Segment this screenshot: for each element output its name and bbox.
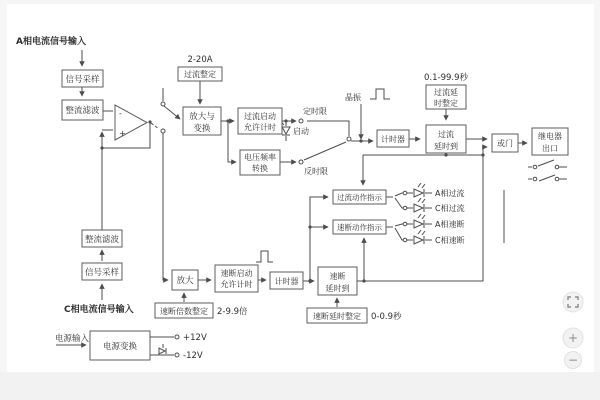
svg-text:速断倍数整定: 速断倍数整定: [160, 307, 208, 316]
page-bottom-strip: [0, 372, 600, 400]
svg-text:变换: 变换: [193, 124, 211, 134]
svg-text:时整定: 时整定: [434, 99, 458, 108]
zoom-in-icon: +: [567, 331, 579, 345]
block-signal-sampling-a: [62, 70, 103, 87]
diagram-canvas: [7, 4, 594, 372]
svg-text:或门: 或门: [497, 139, 513, 148]
svg-text:转换: 转换: [252, 164, 268, 173]
svg-text:整流滤波: 整流滤波: [84, 235, 120, 245]
spare-contact: [161, 129, 165, 133]
svg-text:速断启动: 速断启动: [220, 269, 253, 278]
svg-text:整流滤波: 整流滤波: [65, 106, 100, 116]
opamp-minus-label: -: [119, 109, 122, 118]
block-timer-top: [377, 130, 409, 147]
svg-text:信号采样: 信号采样: [65, 75, 100, 85]
block-amp-transform: [183, 107, 221, 135]
block-amp-c: [172, 270, 198, 290]
block-qb-action-indicator: [333, 220, 386, 234]
oc-setting-range-label: 2-20A: [187, 55, 213, 65]
phase-c-input-label: C相电流信号输入: [64, 305, 134, 315]
svg-text:过流整定: 过流整定: [184, 70, 216, 79]
block-qb-delay-setting: [307, 308, 367, 323]
viewer-controls: [563, 292, 583, 369]
block-qb-multiple-setting: [155, 303, 213, 318]
plus-12v-label: +12V: [183, 333, 207, 343]
opamp-plus-label: +: [119, 129, 126, 138]
block-or-gate: [492, 134, 518, 152]
svg-text:速断延时整定: 速断延时整定: [313, 312, 361, 321]
block-power-convert: [90, 331, 150, 360]
block-timer-bottom: [270, 272, 303, 289]
svg-text:允许计时: 允许计时: [220, 280, 253, 289]
svg-text:放大与: 放大与: [189, 112, 215, 122]
block-vf-convert: [240, 150, 280, 175]
block-oc-delay-reached: [426, 125, 466, 153]
svg-text:过流: 过流: [438, 130, 454, 139]
block-oc-setting: [178, 67, 222, 81]
qb-delay-range-label: 0-0.9秒: [371, 312, 402, 322]
svg-text:允许计时: 允许计时: [244, 123, 276, 132]
svg-text:继电器: 继电器: [538, 132, 562, 141]
svg-text:放大: 放大: [176, 276, 194, 286]
svg-text:电压频率: 电压频率: [244, 153, 276, 162]
fullscreen-button[interactable]: [563, 292, 583, 312]
block-oc-action-indicator: [333, 190, 386, 204]
led-c-overcurrent-label: C相过流: [435, 204, 465, 213]
block-rectifier-filter-a: [62, 100, 103, 120]
led-a-overcurrent-label: A相过流: [435, 189, 465, 198]
inverse-time-label: 反时限: [304, 167, 328, 176]
block-signal-sampling-c: [82, 263, 122, 280]
phase-a-input-label: A相电流信号输入: [16, 37, 86, 47]
led-a-quickbreak-label: A相速断: [435, 220, 465, 229]
svg-text:计时器: 计时器: [381, 135, 405, 144]
svg-text:过流动作指示: 过流动作指示: [337, 193, 382, 202]
svg-text:过流延: 过流延: [434, 88, 458, 97]
svg-text:出口: 出口: [542, 144, 558, 153]
svg-text:速断动作指示: 速断动作指示: [337, 223, 382, 232]
power-input-label: 电源输入: [55, 334, 90, 344]
svg-text:延时到: 延时到: [325, 284, 350, 293]
definite-time-label: 定时限: [303, 107, 327, 116]
block-oc-start-timing: [238, 108, 282, 134]
oc-delay-range-label: 0.1-99.9秒: [423, 73, 469, 83]
svg-text:过流启动: 过流启动: [244, 112, 276, 121]
qb-multiple-range-label: 2-9.9倍: [217, 307, 248, 317]
svg-text:计时器: 计时器: [274, 277, 299, 286]
block-oc-delay-setting: [426, 85, 466, 109]
svg-text:速断: 速断: [329, 272, 346, 281]
zoom-out-button[interactable]: [565, 352, 582, 369]
block-relay-out: [532, 128, 568, 155]
block-qb-start-timing: [215, 265, 258, 292]
zoom-out-icon: −: [567, 353, 579, 367]
start-label: 启动: [293, 127, 309, 136]
block-rectifier-filter-c: [82, 230, 122, 247]
block-qb-delay-reached: [318, 267, 357, 295]
zoom-in-button[interactable]: [563, 328, 583, 348]
svg-text:信号采样: 信号采样: [84, 268, 120, 278]
svg-text:延时到: 延时到: [434, 142, 458, 151]
crystal-label: 晶振: [345, 93, 361, 102]
svg-text:电源变换: 电源变换: [102, 342, 138, 352]
led-c-quickbreak-label: C相速断: [435, 236, 465, 245]
minus-12v-label: -12V: [183, 351, 203, 361]
